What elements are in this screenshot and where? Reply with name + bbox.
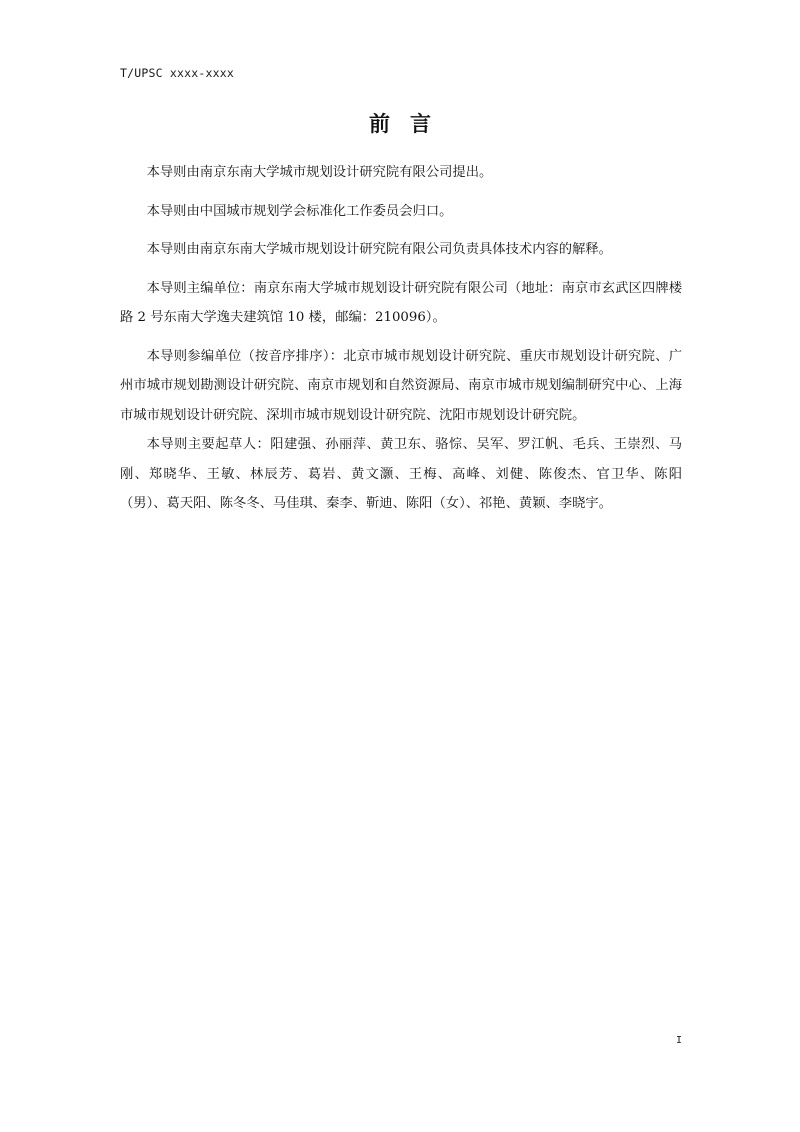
paragraph-participating-units: 本导则参编单位（按音序排序）：北京市城市规划设计研究院、重庆市规划设计研究院、广州市城市规划勘测设计研究院、南京市规划和自然资源局、南京市城市规划编制研究中心、上海市城市规划设计研究院、深圳市城市规划设计研究院、沈阳市规划设计研究院。 xyxy=(120,348,682,423)
document-code: T/UPSC xxxx-xxxx xyxy=(120,66,234,80)
paragraph-interpreter: 本导则由南京东南大学城市规划设计研究院有限公司负责具体技术内容的解释。 xyxy=(146,242,612,257)
foreword-body xyxy=(120,158,682,519)
page-title: 前言 xyxy=(369,112,451,136)
paragraph-drafters: 本导则主要起草人：阳建强、孙丽萍、黄卫东、骆悰、吴军、罗江帆、毛兵、王崇烈、马刚、郑晓华、王敏、林辰芳、葛岩、黄文灏、王梅、高峰、刘健、陈俊杰、官卫华、陈阳（男）、葛天阳、陈冬冬、马佳琪、秦李、靳迪、陈阳（女）、祁艳、黄颖、李晓宇。 xyxy=(120,437,682,511)
paragraph-proposer: 本导则由南京东南大学城市规划设计研究院有限公司提出。 xyxy=(146,165,493,180)
paragraph-chief-editor: 本导则主编单位：南京东南大学城市规划设计研究院有限公司（地址：南京市玄武区四牌楼路 2 号东南大学逸夫建筑馆 10 楼，邮编：210096）。 xyxy=(120,280,682,325)
paragraph-administrator: 本导则由中国城市规划学会标准化工作委员会归口。 xyxy=(146,203,453,219)
page-number: I xyxy=(676,1035,683,1046)
